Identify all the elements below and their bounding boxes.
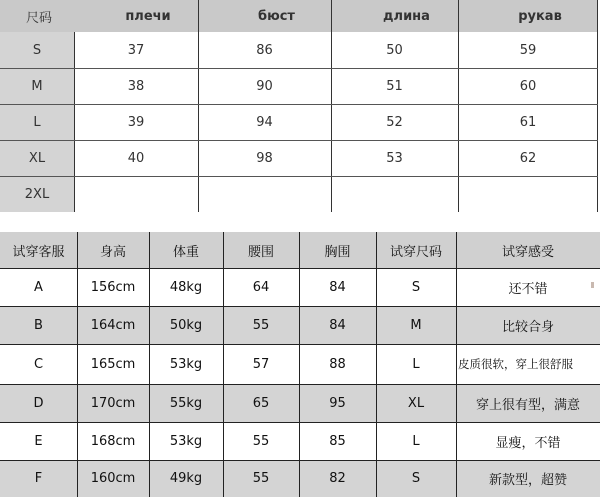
fit-cell-model: F [34, 471, 43, 486]
size-row-m [0, 68, 598, 104]
size-chart-header-row [0, 0, 598, 32]
fit-cell-waist: 65 [252, 395, 270, 411]
size-header-shoulder: плечи [125, 8, 171, 24]
grid-line [74, 32, 75, 212]
grid-line [376, 232, 377, 497]
size-cell-length [331, 176, 458, 212]
fit-cell-weight: 53kg [169, 433, 203, 449]
size-row-xl [0, 140, 598, 176]
grid-line [299, 232, 300, 497]
grid-line [0, 104, 598, 105]
fit-cell-weight: 50kg [169, 317, 203, 333]
size-header-sleeve: рукав [518, 8, 562, 24]
fit-cell-weight: 53kg [169, 356, 203, 372]
size-cell-bust [198, 176, 331, 212]
size-cell-bust: 98 [256, 150, 273, 166]
fit-cell-model: C [33, 356, 44, 372]
size-header-bust: бюст [258, 8, 295, 24]
fit-cell-size: S [411, 471, 421, 486]
fit-cell-height: 156cm [90, 279, 136, 295]
size-label: M [0, 68, 74, 104]
size-label: XL [0, 140, 74, 176]
fit-cell-weight: 49kg [169, 471, 203, 486]
fit-row-a [0, 268, 600, 306]
fit-cell-model: B [34, 317, 43, 333]
size-cell-bust: 90 [256, 78, 273, 94]
grid-line [0, 140, 598, 141]
size-cell-shoulder: 38 [127, 78, 145, 94]
stray-mark [591, 282, 594, 288]
grid-line [0, 176, 598, 177]
fit-cell-weight: 48kg [169, 279, 203, 295]
fit-chart-header-row [0, 232, 600, 268]
size-row-l [0, 104, 598, 140]
fit-header-height: 身高 [99, 244, 126, 260]
fit-cell-height: 168cm [90, 433, 136, 449]
fit-cell-chest: 95 [329, 395, 346, 411]
fit-header-waist: 腰围 [247, 244, 274, 260]
fit-header-chest: 胸围 [324, 244, 351, 260]
fit-header-size: 试穿尺码 [389, 244, 442, 260]
fit-row-d [0, 384, 600, 422]
fit-cell-chest: 84 [329, 317, 346, 333]
fit-cell-feeling: 显瘦，不错 [495, 435, 561, 451]
grid-line [77, 232, 78, 497]
grid-line [0, 344, 600, 345]
grid-line [0, 460, 600, 461]
fit-row-b [0, 306, 600, 344]
size-cell-length: 52 [386, 114, 403, 130]
fit-cell-model: E [34, 433, 43, 449]
fit-cell-size: L [412, 433, 420, 449]
grid-line [0, 268, 600, 269]
fit-cell-chest: 88 [329, 356, 346, 372]
size-cell-bust: 86 [256, 42, 273, 58]
fit-cell-waist: 55 [252, 433, 270, 449]
fit-row-c [0, 344, 600, 384]
fit-cell-height: 165cm [90, 356, 136, 372]
size-cell-shoulder: 37 [127, 42, 145, 58]
fit-cell-height: 160cm [90, 471, 136, 486]
fit-cell-size: XL [407, 395, 425, 411]
size-cell-length: 51 [386, 78, 403, 94]
fit-cell-feeling: 皮质很软，穿上很舒服 [458, 357, 573, 371]
fit-cell-model: A [34, 279, 43, 295]
size-cell-length: 50 [386, 42, 403, 58]
fit-cell-size: L [412, 356, 420, 372]
fit-row-e [0, 422, 600, 460]
size-cell-sleeve: 59 [519, 42, 537, 58]
size-label: S [0, 32, 74, 68]
fit-cell-waist: 55 [252, 471, 270, 486]
size-cell-shoulder [74, 176, 198, 212]
grid-line [331, 0, 332, 212]
size-chart [0, 0, 598, 212]
grid-line [149, 232, 150, 497]
grid-line [0, 384, 600, 385]
size-header-length: длина [383, 8, 430, 24]
grid-line [456, 232, 457, 497]
fit-cell-feeling: 穿上很有型，满意 [475, 397, 580, 413]
size-cell-shoulder: 39 [127, 114, 145, 130]
size-row-s [0, 32, 598, 68]
grid-line [0, 306, 600, 307]
grid-line [597, 0, 598, 212]
size-cell-length: 53 [386, 150, 403, 166]
size-header-size: 尺码 [25, 10, 52, 26]
fit-header-model: 试穿客服 [12, 244, 65, 260]
fit-cell-feeling: 新款型，超赞 [488, 473, 567, 488]
fit-cell-waist: 55 [252, 317, 270, 333]
fit-cell-feeling: 还不错 [508, 281, 548, 297]
size-cell-sleeve: 61 [519, 114, 537, 130]
grid-line [223, 232, 224, 497]
fit-header-weight: 体重 [172, 244, 199, 260]
fit-cell-chest: 84 [329, 279, 346, 295]
grid-line [198, 0, 199, 212]
grid-line [0, 422, 600, 423]
size-cell-sleeve [458, 176, 598, 212]
fit-cell-waist: 57 [252, 356, 270, 372]
fit-cell-weight: 55kg [169, 395, 203, 411]
size-label: L [0, 104, 74, 140]
size-label: 2XL [0, 176, 74, 212]
size-cell-bust: 94 [256, 114, 273, 130]
grid-line [458, 0, 459, 212]
fit-chart [0, 232, 600, 497]
size-row-2xl [0, 176, 598, 212]
fit-cell-model: D [33, 395, 44, 411]
fit-header-feeling: 试穿感受 [501, 244, 554, 260]
fit-row-f [0, 460, 600, 497]
size-cell-sleeve: 60 [519, 78, 537, 94]
size-cell-sleeve: 62 [519, 150, 537, 166]
fit-cell-feeling: 比较合身 [501, 319, 554, 335]
fit-cell-size: S [411, 279, 421, 295]
fit-cell-height: 164cm [90, 317, 136, 333]
grid-line [0, 68, 598, 69]
fit-cell-chest: 85 [329, 433, 346, 449]
size-cell-shoulder: 40 [127, 150, 145, 166]
fit-cell-height: 170cm [90, 395, 136, 411]
fit-cell-chest: 82 [329, 471, 346, 486]
fit-cell-waist: 64 [252, 279, 270, 295]
fit-cell-size: M [410, 317, 422, 333]
